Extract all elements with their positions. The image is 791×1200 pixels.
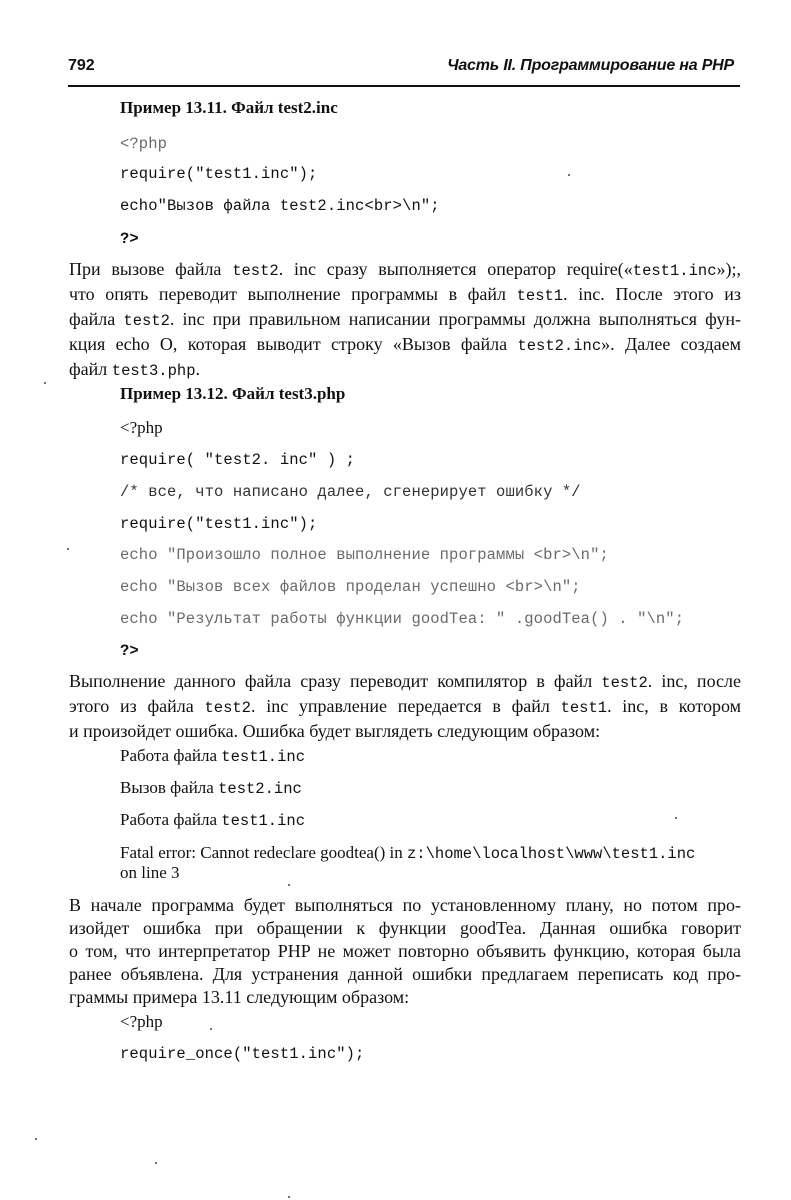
header-rule: [68, 85, 740, 87]
scan-speck: [288, 1196, 290, 1198]
output-line: Работа файла test1.inc: [120, 746, 306, 766]
scan-speck: [155, 1162, 157, 1164]
code-line: ?>: [120, 230, 139, 248]
code-line: echo "Вызов всех файлов проделан успешно <br>\n";: [120, 578, 581, 596]
code-line: echo "Произошло полное выполнение программы <br>\n";: [120, 546, 609, 564]
paragraph-line: о том, что интерпретатор PHP не может повторно объявить функцию, которая была: [69, 941, 741, 961]
paragraph-line: кция echo О, которая выводит строку «Вызов файла test2.inc». Далее создаем: [69, 334, 741, 355]
page-header: [68, 57, 740, 87]
code-line: ?>: [120, 642, 139, 660]
error-line: Fatal error: Cannot redeclare goodtea() in z:\home\localhost\www\test1.inc: [120, 843, 696, 863]
code-line: <?php: [120, 135, 168, 153]
output-line: Работа файла test1.inc: [120, 810, 306, 830]
scan-speck: [568, 174, 570, 176]
scan-speck: [67, 548, 69, 550]
scan-speck: [210, 1028, 212, 1030]
scan-speck: [675, 817, 677, 819]
paragraph-line: При вызове файла test2. inc сразу выполняется оператор require(«test1.inc»);,: [69, 259, 741, 280]
paragraph-line: изойдет ошибка при обращении к функции goodTea. Данная ошибка говорит: [69, 918, 741, 938]
scan-speck: [288, 884, 290, 886]
paragraph-line: Выполнение данного файла сразу переводит компилятор в файл test2. inc, после: [69, 671, 741, 692]
code-line: require("test1.inc");: [120, 515, 318, 533]
code-line: <?php: [120, 418, 163, 437]
paragraph: [69, 670, 741, 743]
paragraph-line: В начале программа будет выполняться по установленному плану, но потом про-: [69, 895, 741, 915]
example-13-12-caption: Пример 13.12. Файл test3.php: [120, 384, 346, 403]
code-line: echo "Результат работы функции goodTea: " .goodTea() . "\n";: [120, 610, 685, 628]
paragraph-line: этого из файла test2. inc управление передается в файл test1. inc, в котором: [69, 696, 742, 717]
output-line: Вызов файла test2.inc: [120, 778, 302, 798]
paragraph: [69, 894, 741, 1009]
page-number: 792: [68, 57, 95, 74]
code-line: require( "test2. inc" ) ;: [120, 451, 356, 469]
paragraph-line: файла test2. inc при правильном написании программы должна выполняться фун-: [69, 309, 741, 330]
paragraph-line: ранее объявлена. Для устранения данной ошибки предлагаем переписать код про-: [69, 964, 741, 984]
paragraph-line: файл test3.php.: [69, 359, 200, 380]
scan-speck: [44, 382, 46, 384]
code-line: require_once("test1.inc");: [120, 1045, 365, 1063]
paragraph-line: что опять переводит выполнение программы в файл test1. inc. После этого из: [69, 284, 741, 305]
example-13-11-caption: Пример 13.11. Файл test2.inc: [120, 98, 338, 117]
code-line: /* все, что написано далее, сгенерирует ошибку */: [120, 483, 581, 501]
code-line: echo"Вызов файла test2.inc<br>\n";: [120, 197, 440, 215]
paragraph: [69, 258, 741, 383]
running-head: Часть II. Программирование на PHP: [447, 57, 734, 74]
code-line: <?php: [120, 1012, 163, 1031]
code-line: require("test1.inc");: [120, 165, 318, 183]
paragraph-line: и произойдет ошибка. Ошибка будет выглядеть следующим образом:: [69, 721, 601, 741]
paragraph-line: граммы примера 13.11 следующим образом:: [69, 987, 410, 1007]
error-line: on line 3: [120, 863, 180, 882]
scan-speck: [35, 1138, 37, 1140]
